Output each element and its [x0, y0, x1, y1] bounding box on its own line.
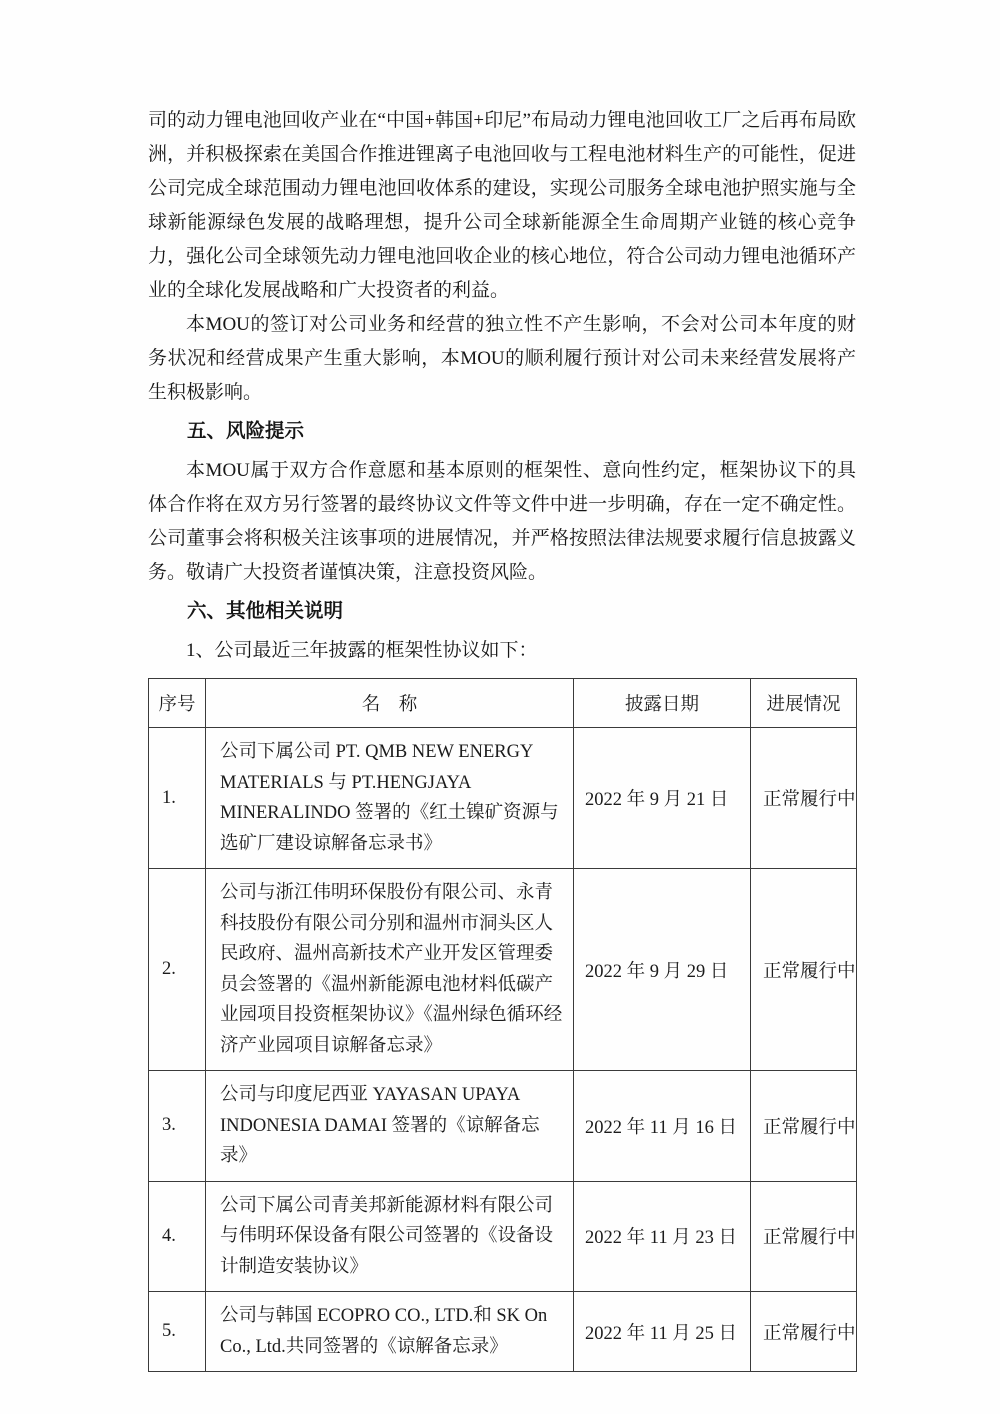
row-no: 3.	[149, 1071, 206, 1182]
table-row	[149, 728, 857, 869]
column-header-status: 进展情况	[751, 679, 857, 728]
row-status: 正常履行中	[751, 728, 857, 869]
row-name: 公司下属公司 PT. QMB NEW ENERGY MATERIALS 与 PT.HENGJAYA MINERALINDO 签署的《红土镍矿资源与选矿厂建设谅解备忘录书》	[206, 728, 574, 869]
row-date: 2022 年 9 月 29 日	[574, 869, 751, 1071]
paragraph-mou-impact: 本MOU的签订对公司业务和经营的独立性不产生影响，不会对公司本年度的财务状况和经营成果产生重大影响，本MOU的顺利履行预计对公司未来经营发展将产生积极影响。	[148, 314, 856, 403]
section-heading-other-notes: 六、其他相关说明	[187, 601, 344, 622]
table-intro-line: 1、公司最近三年披露的框架性协议如下：	[186, 640, 538, 661]
framework-agreements-table	[148, 678, 857, 1372]
row-status: 正常履行中	[751, 869, 857, 1071]
paragraph-risk-notice: 本MOU属于双方合作意愿和基本原则的框架性、意向性约定，框架协议下的具体合作将在双方另行签署的最终协议文件等文件中进一步明确，存在一定不确定性。公司董事会将积极关注该事项的进展情况，并严格按照法律法规要求履行信息披露义务。敬请广大投资者谨慎决策，注意投资风险。	[148, 460, 856, 583]
table-row	[149, 1071, 857, 1182]
row-no: 1.	[149, 728, 206, 869]
row-status: 正常履行中	[751, 1181, 857, 1292]
row-no: 5.	[149, 1292, 206, 1372]
table-row	[149, 1292, 857, 1372]
table-row	[149, 869, 857, 1071]
table-row	[149, 1181, 857, 1292]
row-date: 2022 年 11 月 23 日	[574, 1181, 751, 1292]
row-date: 2022 年 11 月 25 日	[574, 1292, 751, 1372]
paragraph-global-strategy: 司的动力锂电池回收产业在“中国+韩国+印尼”布局动力锂电池回收工厂之后再布局欧洲，并积极探索在美国合作推进锂离子电池回收与工程电池材料生产的可能性，促进公司完成全球范围动力锂电池回收体系的建设，实现公司服务全球电池护照实施与全球新能源绿色发展的战略理想，提升公司全球新能源全生命周期产业链的核心竞争力，强化公司全球领先动力锂电池回收企业的核心地位，符合公司动力锂电池循环产业的全球化发展战略和广大投资者的利益。	[148, 110, 856, 301]
row-date: 2022 年 9 月 21 日	[574, 728, 751, 869]
column-header-date: 披露日期	[574, 679, 751, 728]
row-name: 公司下属公司青美邦新能源材料有限公司与伟明环保设备有限公司签署的《设备设计制造安装协议》	[206, 1181, 574, 1292]
row-no: 2.	[149, 869, 206, 1071]
section-heading-risk: 五、风险提示	[187, 421, 305, 442]
column-header-no: 序号	[149, 679, 206, 728]
row-no: 4.	[149, 1181, 206, 1292]
row-status: 正常履行中	[751, 1071, 857, 1182]
row-date: 2022 年 11 月 16 日	[574, 1071, 751, 1182]
row-status: 正常履行中	[751, 1292, 857, 1372]
row-name: 公司与印度尼西亚 YAYASAN UPAYA INDONESIA DAMAI 签署的《谅解备忘录》	[206, 1071, 574, 1182]
document-content	[148, 104, 856, 1372]
table-header-row	[149, 679, 857, 728]
column-header-name: 名 称	[206, 679, 574, 728]
row-name: 公司与浙江伟明环保股份有限公司、永青科技股份有限公司分别和温州市洞头区人民政府、温州高新技术产业开发区管理委员会签署的《温州新能源电池材料低碳产业园项目投资框架协议》《温州绿色循环经济产业园项目谅解备忘录》	[206, 869, 574, 1071]
row-name: 公司与韩国 ECOPRO CO., LTD.和 SK On Co., Ltd.共同签署的《谅解备忘录》	[206, 1292, 574, 1372]
